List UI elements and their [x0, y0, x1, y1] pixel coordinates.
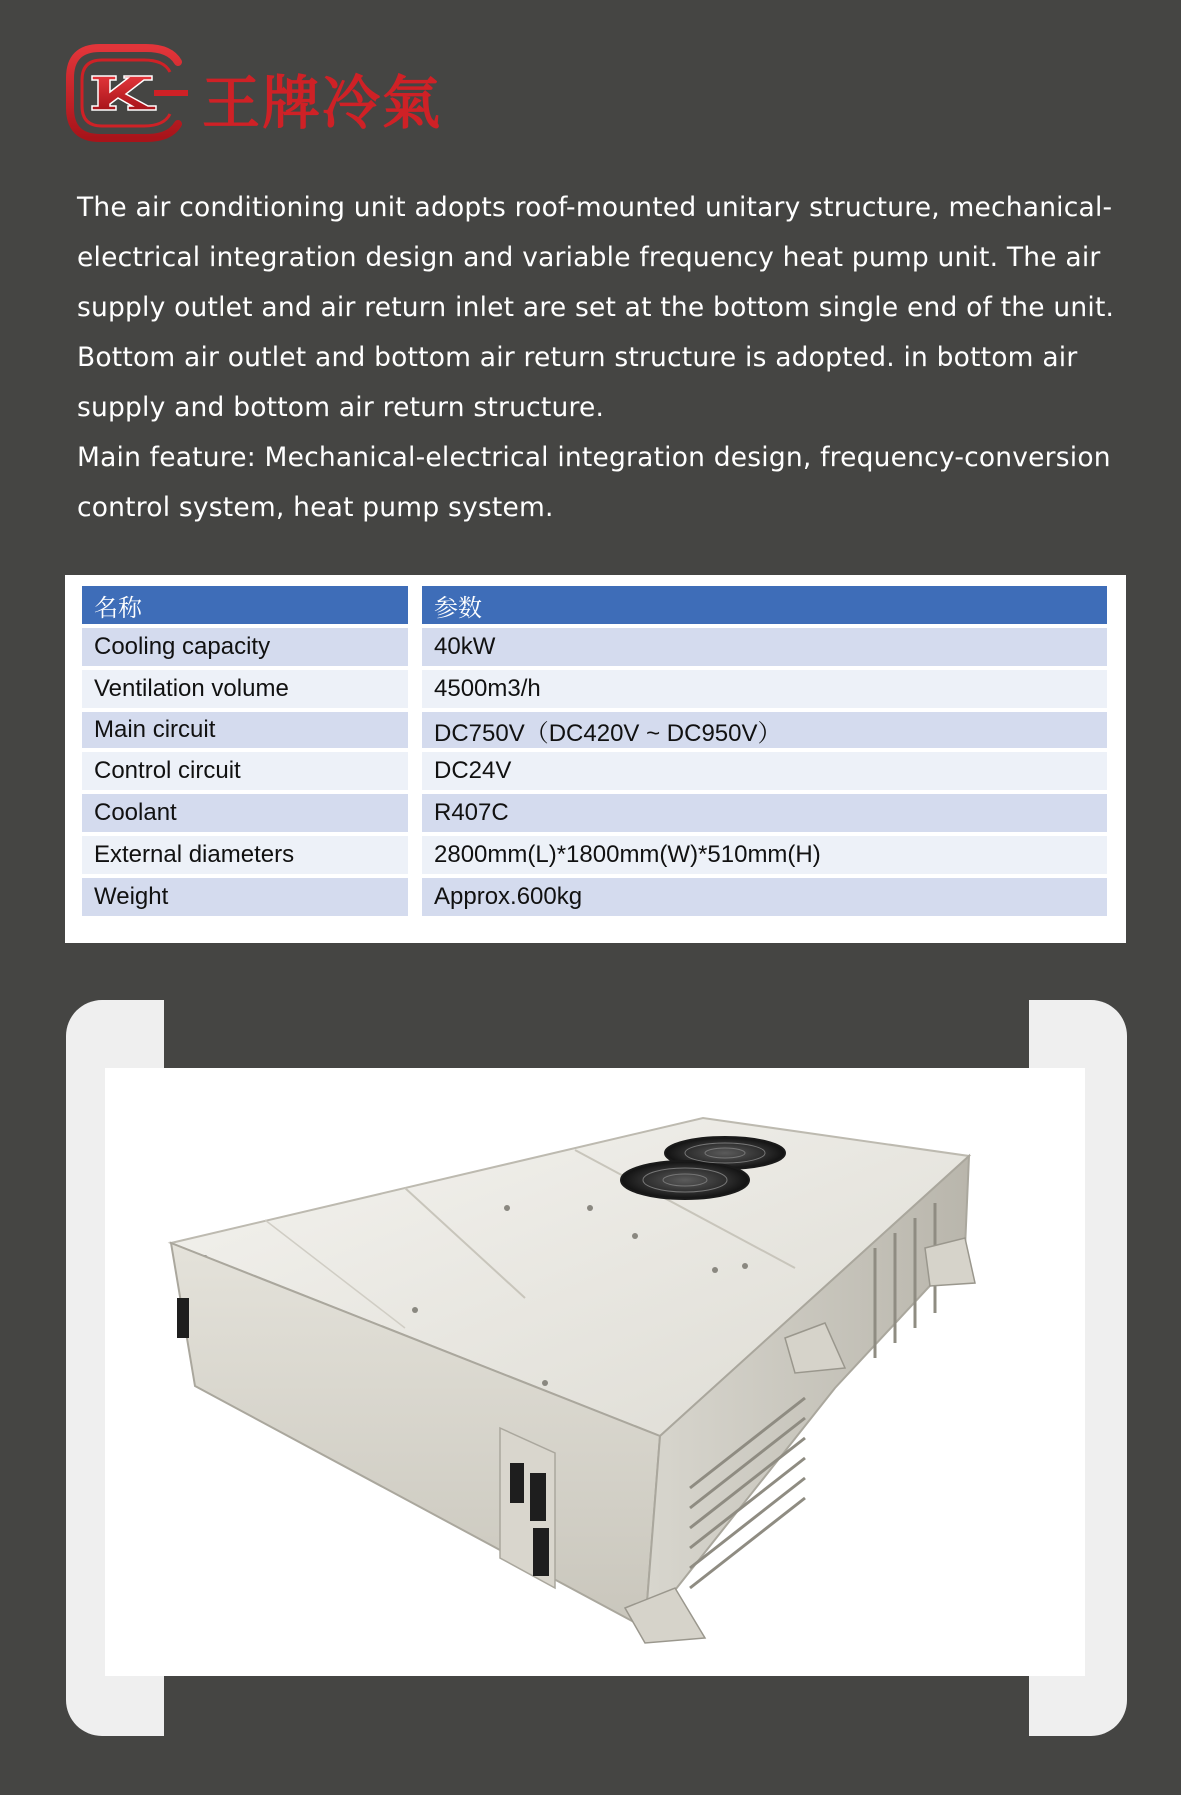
spec-value: Approx.600kg: [422, 878, 1107, 920]
table-row: [82, 670, 1107, 712]
table-header-row: [82, 586, 1107, 628]
spec-name: Cooling capacity: [82, 628, 422, 670]
table-row: [82, 878, 1107, 920]
header-name: 名称: [82, 586, 422, 628]
description-paragraph: The air conditioning unit adopts roof-mounted unitary structure, mechanical-electrical integration design and variable frequency heat pump unit. The air supply outlet and air return inlet are set at the bottom single end of the unit. Bottom air outlet and bottom air return structure is adopted. in bottom air supply and bottom air return structure.: [77, 192, 1115, 423]
product-photo-frame: [66, 1000, 1127, 1736]
table-row: [82, 712, 1107, 752]
product-description: [77, 183, 1122, 533]
table-row: [82, 836, 1107, 878]
k-logo-icon: [66, 44, 192, 142]
spec-value: DC750V（DC420V ~ DC950V）: [422, 712, 1107, 752]
spec-value: 4500m3/h: [422, 670, 1107, 712]
spec-name: Main circuit: [82, 712, 422, 752]
spec-value: DC24V: [422, 752, 1107, 794]
spec-name: Coolant: [82, 794, 422, 836]
spec-name: Control circuit: [82, 752, 422, 794]
table-row: [82, 794, 1107, 836]
spec-name: Weight: [82, 878, 422, 920]
spec-value: R407C: [422, 794, 1107, 836]
spec-table: [82, 586, 1107, 920]
spec-value: 40kW: [422, 628, 1107, 670]
brand-name: 王牌冷氣: [202, 69, 443, 137]
spec-name: External diameters: [82, 836, 422, 878]
air-conditioning-unit-illustration: [105, 1068, 1085, 1676]
brand-logo: [66, 44, 446, 144]
product-photo: [105, 1068, 1085, 1676]
spec-card: [65, 575, 1126, 943]
spec-name: Ventilation volume: [82, 670, 422, 712]
spec-value: 2800mm(L)*1800mm(W)*510mm(H): [422, 836, 1107, 878]
table-row: [82, 628, 1107, 670]
header-value: 参数: [422, 586, 1107, 628]
table-row: [82, 752, 1107, 794]
main-feature-paragraph: Main feature: Mechanical-electrical integration design, frequency-conversion control system, heat pump system.: [77, 442, 1111, 523]
